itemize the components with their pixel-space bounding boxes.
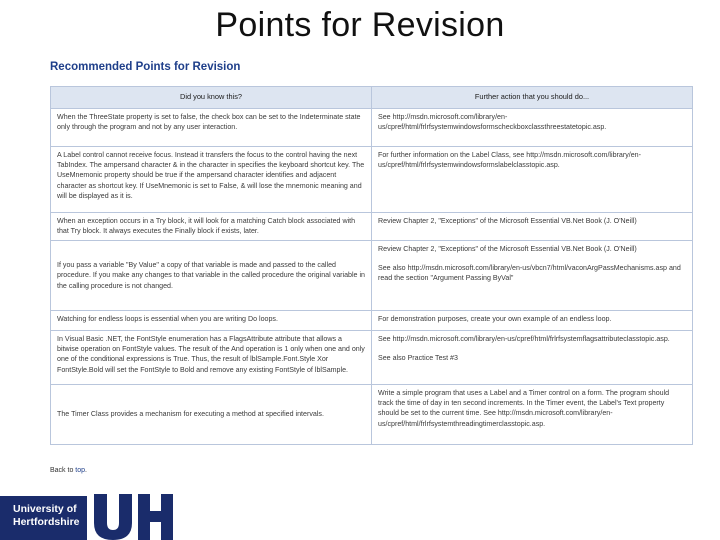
university-logo <box>0 496 87 540</box>
cell-text: For further information on the Label Class, see http://msdn.microsoft.com/library/en-us/cpref/html/frlrfsystemwindowsformslabelclasstopic.asp. <box>378 151 641 170</box>
cell-text: See also http://msdn.microsoft.com/library/en-us/vbcn7/html/vaconArgPassMechanisms.asp and read the section "Argument Passing ByVal" <box>378 264 681 283</box>
table-cell-fact <box>51 109 372 147</box>
table-cell-action <box>372 241 693 311</box>
table-row <box>51 311 693 331</box>
back-to-top-prefix: Back to <box>50 467 76 474</box>
table-cell-action <box>372 147 693 213</box>
cell-text: Watching for endless loops is essential when you are writing Do loops. <box>57 315 278 323</box>
table-cell-fact <box>51 147 372 213</box>
letter-h-right-bar <box>161 494 173 540</box>
letter-h-left-bar <box>138 494 150 540</box>
cell-text: If you pass a variable "By Value" a copy of that variable is made and passed to the called procedure. If you make any changes to that variable in the called procedure the original variable in the calling procedure is not changed. <box>57 261 365 290</box>
table-cell-fact <box>51 331 372 385</box>
table-cell-fact <box>51 311 372 331</box>
cell-text: The Timer Class provides a mechanism for executing a method at specified intervals. <box>57 410 324 419</box>
back-to-top-suffix: . <box>85 467 87 474</box>
back-to-top-link[interactable]: top <box>75 467 86 474</box>
table-cell-fact <box>51 213 372 241</box>
table-row <box>51 147 693 213</box>
cell-text: When an exception occurs in a Try block, it will look for a matching Catch block associated with that Try block. It always executes the Finally block if exists, later. <box>57 217 356 236</box>
letter-h-crossbar <box>150 511 161 522</box>
cell-text: See http://msdn.microsoft.com/library/en-us/cpref/html/frlrfsystemwindowsformscheckboxclassthreestatetopic.asp. <box>378 113 607 132</box>
revision-table <box>50 86 693 445</box>
table-cell-action <box>372 109 693 147</box>
logo-line-2: Hertfordshire <box>13 516 80 528</box>
table-cell-action <box>372 331 693 385</box>
column-header-further-action: Further action that you should do... <box>372 87 693 109</box>
letter-u-shape <box>94 494 132 540</box>
cell-text: A Label control cannot receive focus. Instead it transfers the focus to the control having the next TabIndex. The ampersand character & in the character in specifies the keyboard shortcut key. The UseMnemonic property should be true if the ampersand character identifies and adjacent character as shortcut key. If UseMnemonic is set to False, & will lose the mnemonic meaning and will be displayed as it is. <box>57 151 365 200</box>
back-to-top <box>50 467 87 474</box>
cell-text: Review Chapter 2, "Exceptions" of the Microsoft Essential VB.Net Book (J. O'Neill) <box>378 217 637 225</box>
table-row <box>51 213 693 241</box>
cell-text: See also Practice Test #3 <box>378 354 458 363</box>
table-cell-action <box>372 385 693 445</box>
table-row <box>51 331 693 385</box>
table-cell-fact <box>51 241 372 311</box>
table-cell-fact <box>51 385 372 445</box>
logo-line-1: University of <box>13 503 77 515</box>
slide-title: Points for Revision <box>215 6 505 44</box>
table-row <box>51 109 693 147</box>
uh-logo-mark <box>92 494 174 540</box>
table-cell-action <box>372 311 693 331</box>
cell-text: Write a simple program that uses a Label and a Timer control on a form. The program should track the time of day in ten second increments. In the Timer event, the Label's Text property should be set to the current time. See http://msdn.microsoft.com/library/en-us/cpref/html/frlrfsystemthreadingtimerclasstopic.asp. <box>378 389 670 428</box>
cell-text: In Visual Basic .NET, the FontStyle enumeration has a FlagsAttribute attribute that allows a bitwise operation on FontStyle values. The result of the And operation is 1 only when one and only one of the conditional expressions is True. Thus, the result of lblSample.Font.Style Xor FontStyle.Bold will set the FontStyle to Bold and remove any existing FontStyle of lblSample. <box>57 335 365 374</box>
table-header-row <box>51 87 693 109</box>
cell-text: Review Chapter 2, "Exceptions" of the Microsoft Essential VB.Net Book (J. O'Neill) <box>378 245 637 253</box>
document-heading: Recommended Points for Revision <box>50 61 241 73</box>
cell-text: For demonstration purposes, create your own example of an endless loop. <box>378 315 612 323</box>
cell-text: When the ThreeState property is set to false, the check box can be set to the Indeterminate state only through the program and not by any user interaction. <box>57 113 361 132</box>
table-row <box>51 241 693 311</box>
table-row <box>51 385 693 445</box>
cell-text: See http://msdn.microsoft.com/library/en-us/cpref/html/frlrfsystemflagsattributeclasstopic.asp. <box>378 335 670 343</box>
column-header-did-you-know: Did you know this? <box>51 87 372 109</box>
table-cell-action <box>372 213 693 241</box>
